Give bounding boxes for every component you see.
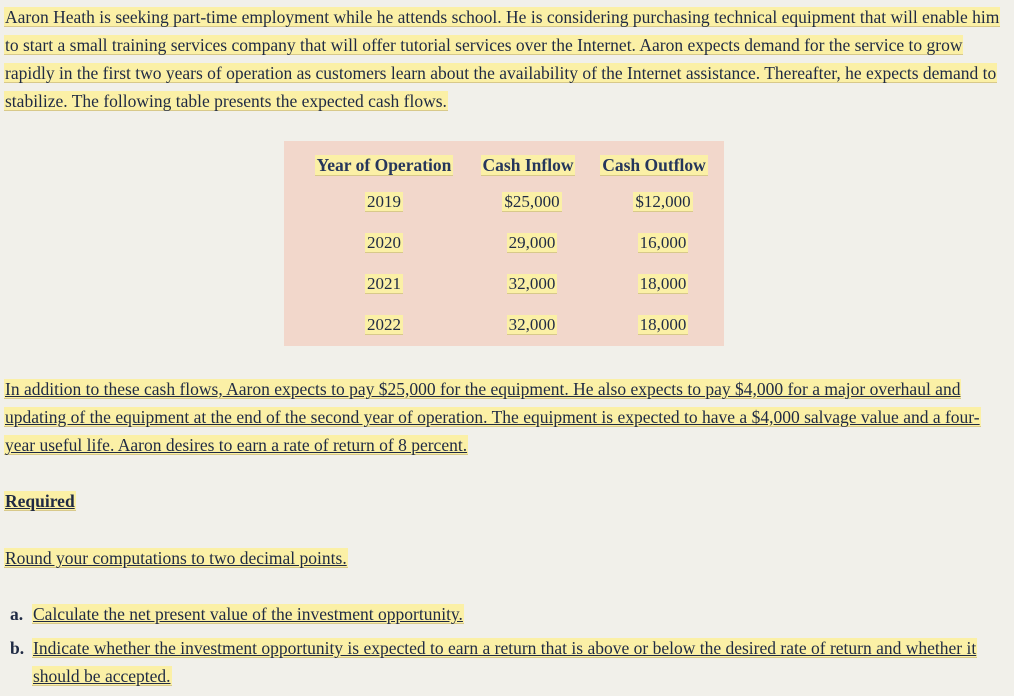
table-row	[301, 304, 719, 345]
question-list	[10, 600, 1000, 696]
cell-inflow: 32,000	[508, 314, 556, 334]
cell-outflow: 16,000	[639, 232, 687, 252]
cell-outflow: 18,000	[639, 314, 687, 334]
cell-year: 2022	[367, 314, 401, 334]
cell-year: 2020	[367, 232, 401, 252]
question-label: a.	[10, 604, 24, 624]
question-text: Indicate whether the investment opportunity is expected to earn a return that is above or below the desired rate of return and whether it should be accepted.	[33, 638, 977, 686]
question-text: Calculate the net present value of the investment opportunity.	[33, 604, 463, 624]
cell-inflow: 29,000	[508, 232, 556, 252]
intro-paragraph	[4, 3, 1008, 115]
list-item	[10, 600, 1000, 628]
intro-text: Aaron Heath is seeking part-time employment while he attends school. He is considering purchasing technical equipment that will enable him to start a small training services company that will offer tutorial services over the Internet. Aaron expects demand for the service to grow rapidly in the first two years of operation as customers learn about the availability of the Internet assistance. Thereafter, he expects demand to stabilize. The following table presents the expected cash flows.	[5, 7, 1000, 111]
header-inflow: Cash Inflow	[482, 154, 574, 175]
table-header-row	[301, 149, 719, 181]
cash-flow-table	[301, 149, 719, 345]
question-label: b.	[10, 638, 25, 658]
cash-flow-table-panel	[284, 141, 724, 346]
cell-inflow: $25,000	[504, 191, 560, 211]
cell-outflow: $12,000	[635, 191, 691, 211]
cell-year: 2019	[367, 191, 401, 211]
table-row	[301, 222, 719, 263]
additional-paragraph	[4, 375, 1008, 459]
header-year: Year of Operation	[316, 154, 452, 175]
required-heading: Required	[5, 491, 75, 511]
header-outflow: Cash Outflow	[602, 154, 706, 175]
list-item	[10, 634, 1000, 690]
cell-year: 2021	[367, 273, 401, 293]
cell-inflow: 32,000	[508, 273, 556, 293]
cell-outflow: 18,000	[639, 273, 687, 293]
table-row	[301, 263, 719, 304]
table-row	[301, 181, 719, 222]
additional-text: In addition to these cash flows, Aaron expects to pay $25,000 for the equipment. He also expects to pay $4,000 for a major overhaul and updating of the equipment at the end of the second year of operation. The equipment is expected to have a $4,000 salvage value and a four-year useful life. Aaron desires to earn a rate of return of 8 percent.	[5, 379, 980, 455]
rounding-note: Round your computations to two decimal points.	[5, 548, 347, 568]
